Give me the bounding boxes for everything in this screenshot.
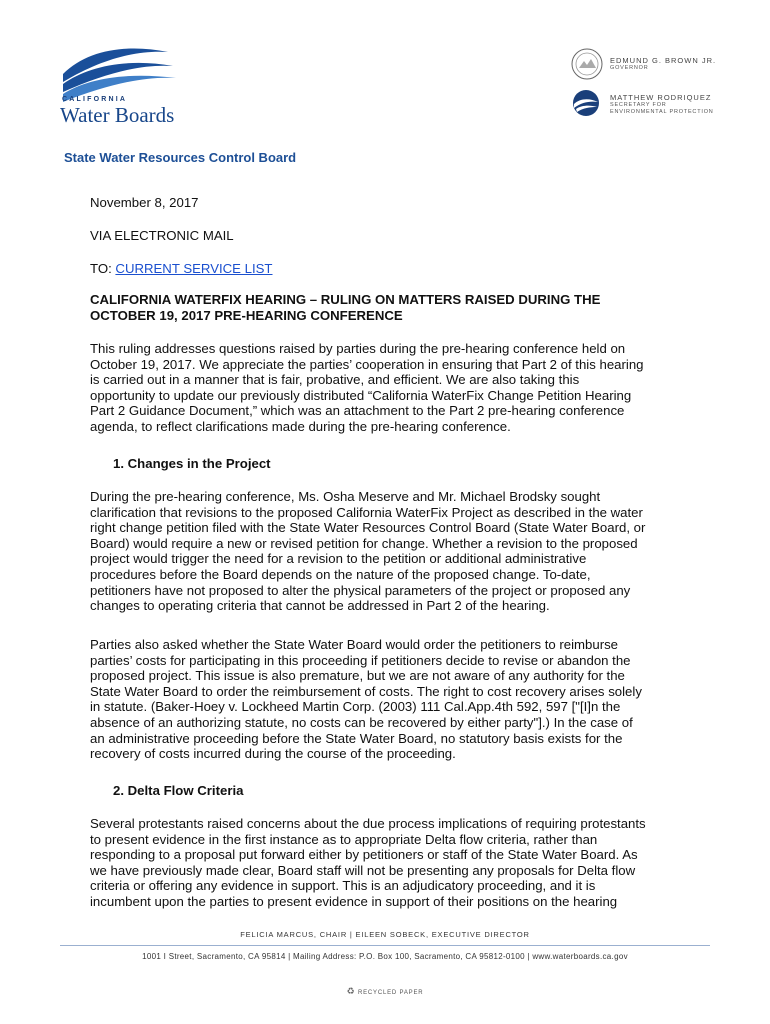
para-line: in statute. (Baker-Hoey v. Lockheed Martin Corp. (2003) 111 Cal.App.4th 592, 597 ["[I]n the	[90, 699, 621, 715]
intro-line: October 19, 2017. We appreciate the parties’ cooperation in ensuring that Part 2 of this hearing	[90, 356, 644, 372]
footer-names: FELICIA MARCUS, CHAIR | EILEEN SOBECK, EXECUTIVE DIRECTOR	[240, 930, 530, 939]
board-header: State Water Resources Control Board	[64, 150, 297, 165]
intro-line: opportunity to update our previously distributed “California WaterFix Change Petition Hearing	[90, 387, 632, 403]
intro-line: Part 2 Guidance Document,” which was an attachment to the Part 2 pre-hearing conference	[90, 403, 625, 419]
para-line: right change petition filed with the State Water Resources Control Board (State Water Board, or	[90, 520, 646, 536]
logo-water-boards: Water Boards	[60, 103, 175, 127]
section-1-heading: 1. Changes in the Project	[113, 456, 271, 471]
governor-title: GOVERNOR	[610, 65, 649, 71]
para-line: recovery of costs incurred during the course of the proceeding.	[90, 746, 456, 762]
para-line: During the pre-hearing conference, Ms. Osha Meserve and Mr. Michael Brodsky sought	[90, 489, 601, 504]
to-label: TO:	[90, 261, 112, 276]
secretary-title: SECRETARY FOR ENVIRONMENTAL PROTECTION	[610, 102, 714, 115]
footer-address: 1001 I Street, Sacramento, CA 95814 | Mailing Address: P.O. Box 100, Sacramento, CA 95812-0100 | www.waterboards.ca.gov	[142, 952, 628, 961]
recycle-icon: ♻	[346, 986, 356, 996]
intro-line: agenda, to reflect clarifications made during the pre-hearing conference.	[90, 418, 511, 434]
para-line: responding to a proposal put forward either by petitioners or staff of the State Water Board. As	[90, 847, 638, 863]
para-line: Several protestants raised concerns about the due process implications of requiring protestants	[90, 816, 646, 831]
governor-name: EDMUND G. BROWN JR.	[610, 56, 717, 65]
para-line: petitioners have not proposed to alter the physical parameters of the project or proposed any	[90, 582, 631, 598]
para-line: to present evidence in the first instance as to appropriate Delta flow criteria, rather than	[90, 831, 598, 847]
section-1-paragraph-2	[90, 637, 690, 762]
intro-line: This ruling addresses questions raised by parties during the pre-hearing conference held on	[90, 341, 626, 356]
letter-date: November 8, 2017	[90, 195, 199, 210]
calepa-logo-icon	[568, 88, 604, 118]
para-line: proposed project. This issue is also premature, but we are not aware of any authority for the	[90, 668, 625, 684]
para-line: incumbent upon the parties to present evidence in support of their positions on the hearing	[90, 893, 618, 909]
para-line: criteria or offering any evidence in support. This is an adjudicatory proceeding, and it is	[90, 878, 596, 894]
state-seal-icon	[571, 48, 603, 80]
subject-line-1: CALIFORNIA WATERFIX HEARING – RULING ON MATTERS RAISED DURING THE	[90, 292, 601, 307]
section-1-paragraph-1	[90, 489, 690, 614]
para-line: parties’ costs for participating in this proceeding if petitioners decide to revise or abandon the	[90, 652, 631, 668]
recycled-label: RECYCLED PAPER	[357, 990, 424, 996]
para-line: Board) would require a new or revised petition for change. Whether a revision to the proposed	[90, 535, 638, 551]
recycled-paper-note	[0, 986, 770, 997]
logo-california: CALIFORNIA	[62, 96, 128, 103]
section-2-paragraph-1	[90, 816, 690, 910]
secretary-block	[610, 93, 714, 116]
para-line: absence of an authorizing statute, no costs can be recovered by either party"].) In the case of	[90, 714, 633, 730]
service-list-link[interactable]: CURRENT SERVICE LIST	[115, 261, 273, 276]
intro-line: is carried out in a manner that is fair, probative, and efficient. We are also taking this	[90, 372, 580, 388]
para-line: changes to operating criteria that cannot be addressed in Part 2 of the hearing.	[90, 598, 550, 614]
para-line: Parties also asked whether the State Water Board would order the petitioners to reimburse	[90, 637, 619, 652]
para-line: procedures before the Board depends on the nature of the proposed change. To-date,	[90, 566, 591, 582]
para-line: project would trigger the need for a revision to the petition or additional administrative	[90, 551, 587, 567]
section-2-heading: 2. Delta Flow Criteria	[113, 783, 244, 798]
recipient-line	[90, 261, 690, 277]
para-line: an administrative proceeding before the State Water Board, no statutory basis exists for the	[90, 730, 623, 746]
governor-block	[610, 56, 716, 72]
subject-line-2: OCTOBER 19, 2017 PRE-HEARING CONFERENCE	[90, 308, 403, 323]
delivery-method: VIA ELECTRONIC MAIL	[90, 228, 234, 243]
para-line: clarification that revisions to the proposed California WaterFix Project as described in the water	[90, 504, 643, 520]
secretary-name: MATTHEW RODRIQUEZ	[610, 93, 712, 102]
intro-paragraph	[90, 341, 690, 435]
para-line: State Water Board to order the reimbursement of costs. The right to cost recovery arises solely	[90, 683, 642, 699]
para-line: we have previously made clear, Board staff will not be presenting any proposals for Delta flow	[90, 862, 636, 878]
footer-divider	[60, 945, 710, 946]
